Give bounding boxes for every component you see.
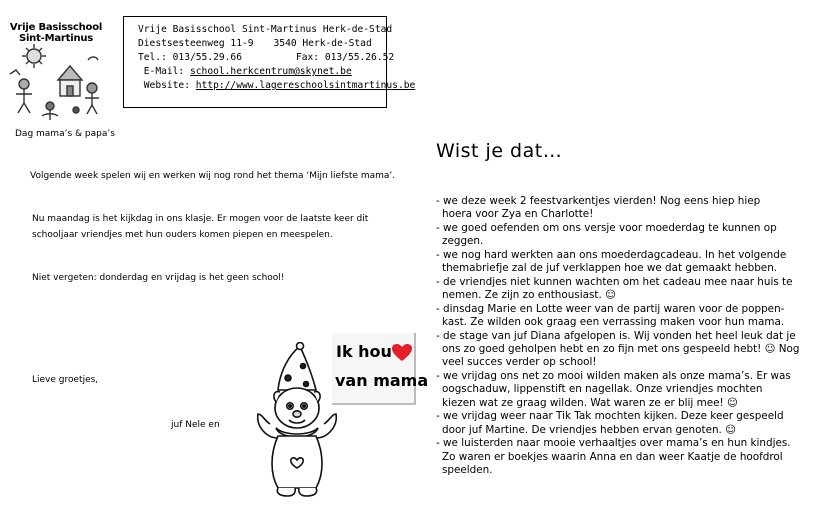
letter-paragraph-2-line-2: schooljaar vriendjes met hun ouders komen piepen en meespelen.	[32, 230, 333, 240]
list-item-line: - we vrijdag weer naar Tik Tak mochten kijken. Deze keer gespeeld	[436, 410, 784, 423]
list-item-line: - de vriendjes niet kunnen wachten om het cadeau mee naar huis te	[436, 275, 793, 288]
address-street-row	[138, 37, 386, 51]
school-tel: Tel.: 013/55.29.66	[138, 52, 242, 63]
list-item	[436, 370, 832, 410]
list-item	[436, 249, 832, 276]
list-item-line: nemen. Ze zijn zo enthousiast. ☺	[442, 289, 616, 302]
list-item-line: - we goed oefenden om ons versje voor moederdag te kunnen op	[436, 221, 777, 234]
list-item-line: hoera voor Zya en Charlotte!	[442, 208, 594, 221]
address-phone-row	[138, 51, 395, 65]
sign-line-2: van mama	[335, 371, 429, 390]
address-email-row	[138, 65, 386, 79]
school-street: Diestsesteenweg 11-9	[138, 38, 254, 49]
list-item-line: Zo waren er boekjes waarin Anna en dan weer Kaatje de hoofdrol	[442, 450, 783, 463]
school-logo	[6, 22, 106, 122]
letter-paragraph-3: Niet vergeten: donderdag en vrijdag is het geen school!	[32, 273, 285, 283]
list-item-line: kiezen wat ze graag wilden. Wat waren ze er blij mee! ☺	[442, 396, 738, 409]
logo-line2: Sint-Martinus	[18, 33, 94, 44]
list-item	[436, 410, 832, 437]
school-fax: Fax: 013/55.26.52	[295, 52, 395, 63]
list-item-line: - de stage van juf Diana afgelopen is. Wij vonden het heel leuk dat je	[436, 329, 796, 342]
school-city: 3540 Herk-de-Stad	[273, 38, 372, 49]
letter-greeting: Dag mama’s & papa’s	[15, 129, 115, 139]
list-item-line: - dinsdag Marie en Lotte weer van de partij waren voor de poppen-	[436, 302, 785, 315]
list-item-line: zeggen.	[442, 235, 484, 248]
list-item-line: kast. Ze wilden ook graag een verrassing maken voor hun mama.	[442, 316, 785, 329]
email-label: E-Mail:	[143, 66, 185, 77]
wist-je-dat-title: Wist je dat…	[436, 140, 563, 162]
children-drawing-icon	[6, 40, 106, 122]
list-item	[436, 276, 832, 303]
letter-paragraph-2-line-1: Nu maandag is het kijkdag in ons klasje. Er mogen voor de laatste keer dit	[32, 214, 369, 224]
list-item-line: ons zo goed geholpen hebt en zo fijn met ons gespeeld hebt! ☺ Nog	[442, 342, 800, 355]
school-address-box	[123, 16, 416, 108]
list-item-line: - we luisterden naar mooie verhaaltjes over mama’s en hun kindjes.	[436, 437, 791, 450]
school-name: Vrije Basisschool Sint-Martinus Herk-de-Stad	[138, 24, 393, 35]
list-item-line: speelden.	[442, 464, 493, 477]
list-item	[436, 437, 832, 477]
letter-closing: Lieve groetjes,	[32, 375, 99, 385]
heart-icon	[392, 344, 412, 362]
list-item-line: themabriefje zal de juf verklappen hoe we dat gemaakt hebben.	[442, 262, 778, 275]
list-item	[436, 222, 832, 249]
clown-character-icon	[248, 342, 348, 498]
list-item-line: - we nog hard werkten aan ons moederdagcadeau. In het volgende	[436, 248, 787, 261]
letter-paragraph-1: Volgende week spelen wij en werken wij nog rond het thema ‘Mijn liefste mama’.	[30, 171, 396, 181]
list-item	[436, 303, 832, 330]
website-label: Website:	[143, 80, 190, 91]
list-item-line: oogschaduw, lippenstift en nagellak. Onze vriendjes mochten	[442, 383, 763, 396]
address-website-row	[138, 79, 416, 93]
list-item-line: door juf Martine. De vriendjes hebben ervan genoten. ☺	[442, 423, 736, 436]
list-item-line: - we vrijdag ons net zo mooi wilden maken als onze mama’s. Er was	[436, 369, 791, 382]
wist-je-dat-list	[436, 195, 832, 478]
list-item-line: veel succes verder op school!	[442, 356, 597, 369]
website-link[interactable]: http://www.lagereschoolsintmartinus.be	[195, 80, 416, 91]
list-item-line: - we deze week 2 feestvarkentjes vierden! Nog eens hiep hiep	[436, 195, 761, 207]
list-item	[436, 330, 832, 370]
email-link[interactable]: school.herkcentrum@skynet.be	[190, 66, 352, 77]
sign-line-1: Ik hou	[336, 342, 392, 361]
letter-signature: juf Nele en	[171, 420, 220, 430]
logo-line1: Vrije Basisschool	[9, 22, 103, 33]
list-item	[436, 195, 832, 222]
